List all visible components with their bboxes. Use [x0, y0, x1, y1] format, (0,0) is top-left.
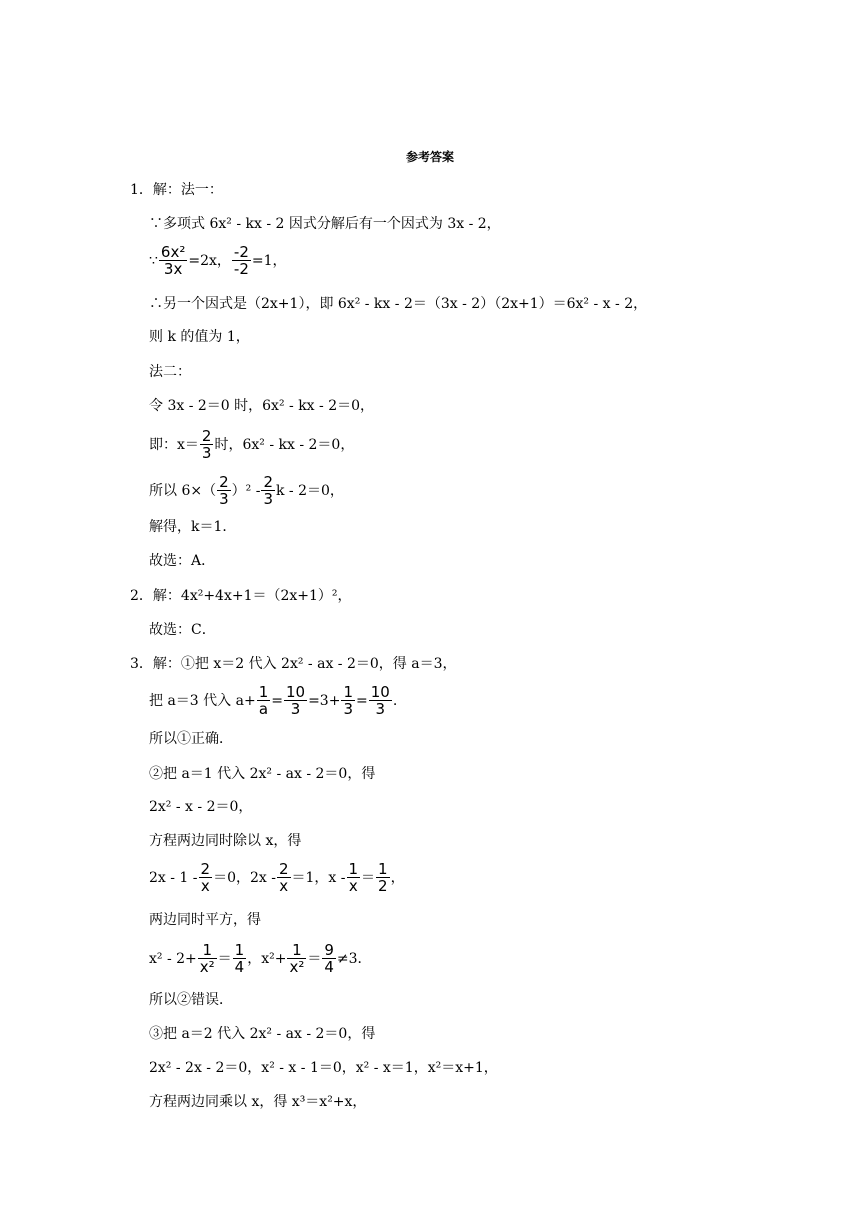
q1-fraction-line: 所以 6×（ $\frac{2}{3}$ ）² - $\frac{2}{3}$ k - 2＝0，	[149, 473, 344, 508]
fraction: $\frac{10}{3}$	[285, 683, 306, 718]
fraction: $\frac{10}{3}$	[370, 683, 390, 718]
q3-fraction-line: x² - 2+ $\frac{1}{\text{x²}}$ ＝ $\frac{1}{4}$ ，x²+ $\frac{1}{\text{x²}}$ ＝ $\frac{9}{4}$ ≠3．	[149, 941, 372, 976]
fraction: $\frac{1}{\text{x²}}$	[199, 941, 215, 976]
fraction: $\frac{2}{3}$	[219, 473, 229, 508]
fraction: $\frac{2}{3}$	[201, 427, 212, 462]
q3-line: 方程两边同乘以 x，得 x³＝x²+x，	[149, 1094, 367, 1110]
fraction: $\frac{1}{\text{x²}}$	[289, 941, 305, 976]
q1-line: 则 k 的值为 1，	[149, 329, 250, 345]
q3-line: 所以②错误．	[149, 992, 233, 1008]
q2-answer: 故选：C．	[149, 622, 216, 638]
fraction: $\frac{2}{x}$	[200, 860, 211, 895]
q1-line: 令 3x - 2＝0 时，6x² - kx - 2＝0，	[149, 398, 375, 414]
fraction: $\frac{\text{6x²}}{3x}$	[160, 243, 186, 278]
q1-fraction-line: ∵ $\frac{\text{6x²}}{3x}$ =2x， $\frac{-2}{-2}$ =1，	[149, 243, 287, 278]
q1-line: 解得，k＝1．	[149, 519, 237, 535]
fraction: $\frac{1}{4}$	[234, 941, 245, 976]
q3-fraction-line: 2x - 1 - $\frac{2}{x}$ ＝0，2x - $\frac{2}{x}$ ＝1，x - $\frac{1}{x}$ ＝ $\frac{1}{2}$ ，	[149, 860, 405, 895]
q3-line: ③把 a＝2 代入 2x² - ax - 2＝0，得	[149, 1026, 376, 1042]
q1-fraction-line: 即：x＝ $\frac{2}{3}$ 时，6x² - kx - 2＝0，	[149, 427, 355, 462]
fraction: $\frac{9}{4}$	[324, 941, 334, 976]
q1-line: ∴另一个因式是（2x+1），即 6x² - kx - 2＝（3x - 2）（2x+1）＝6x² - x - 2，	[149, 296, 648, 312]
q3-line: 2x² - 2x - 2＝0，x² - x - 1＝0，x² - x＝1，x²＝x+1，	[149, 1060, 498, 1076]
q3-line: 2x² - x - 2＝0，	[149, 799, 253, 815]
q1-answer: 故选：A．	[149, 553, 216, 569]
fraction: $\frac{1}{2}$	[378, 860, 388, 895]
fraction: $\frac{2}{x}$	[278, 860, 289, 895]
fraction: $\frac{-2}{-2}$	[233, 243, 249, 278]
q1-method2-header: 法二：	[149, 364, 191, 380]
q3-line: 方程两边同时除以 x，得	[149, 833, 302, 849]
fraction: $\frac{2}{3}$	[263, 473, 273, 508]
fraction: $\frac{1}{3}$	[343, 683, 353, 718]
fraction: $\frac{1}{x}$	[348, 860, 359, 895]
q2-header: 2．解：4x²+4x+1＝（2x+1）²，	[130, 588, 352, 604]
q3-line: 所以①正确．	[149, 731, 233, 747]
q3-line: ②把 a＝1 代入 2x² - ax - 2＝0，得	[149, 766, 376, 782]
q3-line: 两边同时平方，得	[149, 912, 261, 928]
page-title: 参考答案	[405, 150, 454, 164]
q1-line: ∵多项式 6x² - kx - 2 因式分解后有一个因式为 3x - 2，	[149, 216, 501, 232]
q3-header: 3．解：①把 x＝2 代入 2x² - ax - 2＝0，得 a＝3，	[130, 656, 457, 672]
q3-fraction-line: 把 a＝3 代入 a+ $\frac{1}{a}$ = $\frac{10}{3}$ =3+ $\frac{1}{3}$ = $\frac{10}{3}$ .	[149, 683, 398, 718]
q1-header: 1．解：法一：	[130, 182, 223, 198]
fraction: $\frac{1}{a}$	[258, 683, 269, 718]
